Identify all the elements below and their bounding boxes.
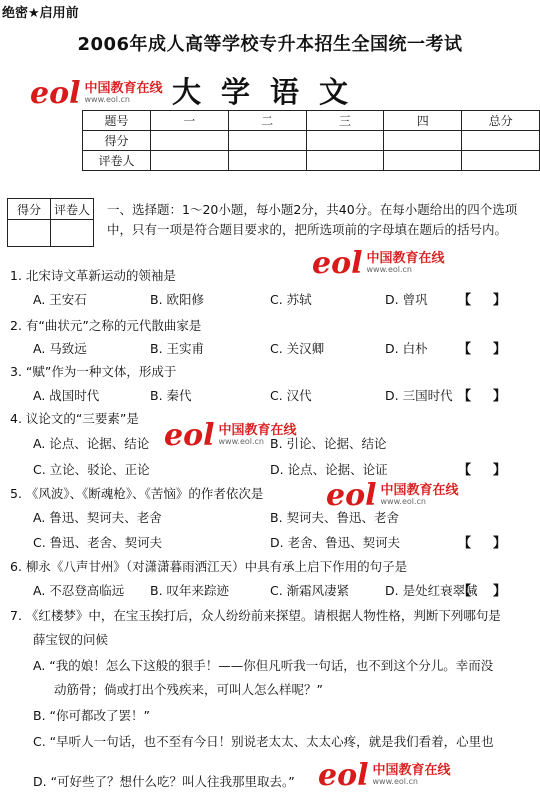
grader-row-label: 评卷人: [83, 151, 151, 171]
score-col-2: 二: [228, 111, 306, 131]
answer-bracket[interactable]: 【】: [457, 536, 528, 551]
score-header-label: 题号: [83, 111, 151, 131]
score-cell[interactable]: [228, 131, 306, 151]
confidential-label: 绝密★启用前: [2, 6, 79, 21]
question-5: 5. 《风波》、《断魂枪》、《苦恼》的作者依次是: [10, 486, 264, 501]
answer-bracket[interactable]: 【】: [457, 293, 528, 308]
option-d[interactable]: D. 曾巩: [385, 292, 428, 307]
subject-title: 大学语文: [171, 75, 368, 109]
section-score-cell[interactable]: [8, 220, 51, 247]
question-text: 《风波》、《断魂枪》、《苦恼》的作者依次是: [25, 486, 264, 501]
option-b[interactable]: B. 引论、论据、结论: [270, 436, 387, 451]
eol-watermark-logo: eol 中国教育在线 www.eol.cn: [318, 758, 451, 793]
option-c[interactable]: C. 鲁迅、老舍、契诃夫: [33, 535, 163, 550]
option-c[interactable]: C. 立论、驳论、正论: [33, 462, 150, 477]
option-a[interactable]: A. 不忍登高临远: [33, 583, 125, 598]
eol-logo-url: www.eol.cn: [84, 95, 130, 105]
grader-cell[interactable]: [384, 151, 462, 171]
grader-cell[interactable]: [150, 151, 228, 171]
option-d[interactable]: D. “可好些了？想什么吃？叫人往我那里取去。”: [33, 774, 295, 789]
grader-cell[interactable]: [462, 151, 540, 171]
option-b[interactable]: B. 欧阳修: [150, 292, 205, 307]
score-col-1: 一: [150, 111, 228, 131]
score-row-header: [83, 111, 540, 131]
question-text: 议论文的“三要素”是: [25, 411, 139, 426]
option-a[interactable]: A. 王安石: [33, 292, 87, 307]
grader-cell[interactable]: [228, 151, 306, 171]
question-text: 有“曲状元”之称的元代散曲家是: [25, 318, 202, 333]
eol-logo-mark: eol: [30, 76, 81, 111]
question-text-cont: 薛宝钗的问候: [33, 632, 109, 647]
eol-logo-name: 中国教育在线: [84, 81, 163, 97]
option-a[interactable]: A. 鲁迅、契诃夫、老舍: [33, 510, 162, 525]
question-6: 6. 柳永《八声甘州》（对潇潇暮雨洒江天）中具有承上启下作用的句子是: [10, 559, 408, 574]
option-a-cont: 动筋骨；倘或打出个残疾来，可叫人怎么样呢？”: [54, 682, 323, 697]
section-grader-label: 评卷人: [51, 199, 94, 220]
eol-watermark-logo: eol 中国教育在线 www.eol.cn: [164, 418, 297, 453]
option-d[interactable]: D. 白朴: [385, 341, 428, 356]
option-b[interactable]: B. 契诃夫、鲁迅、老舍: [270, 510, 400, 525]
question-1: 1. 北宋诗文革新运动的领袖是: [10, 268, 176, 283]
score-row-grader: [83, 151, 540, 171]
score-cell[interactable]: [462, 131, 540, 151]
option-a[interactable]: A. “我的娘！怎么下这般的狠手！——你但凡听我一句话，也不到这个分儿。幸而没: [33, 658, 494, 673]
question-text: “赋”作为一种文体，形成于: [25, 364, 177, 379]
option-c[interactable]: C. 渐霜风凄紧: [270, 583, 350, 598]
question-text: 柳永《八声甘州》（对潇潇暮雨洒江天）中具有承上启下作用的句子是: [25, 559, 408, 574]
answer-bracket[interactable]: 【】: [457, 463, 528, 478]
score-row-label: 得分: [83, 131, 151, 151]
section-score-box: [7, 198, 94, 247]
option-d[interactable]: D. 三国时代: [385, 388, 453, 403]
question-2: 2. 有“曲状元”之称的元代散曲家是: [10, 318, 202, 333]
option-b[interactable]: B. 叹年来踪迹: [150, 583, 230, 598]
question-text: 《红楼梦》中，在宝玉挨打后，众人纷纷前来探望。请根据人物性格，判断下列哪句是: [25, 608, 501, 623]
section-1-instructions: 一、选择题：1～20小题，每小题2分，共40分。在每小题给出的四个选项中，只有一项是符合题目要求的，把所选项前的字母填在题后的括号内。: [107, 202, 518, 237]
option-b[interactable]: B. “你可都改了罢！”: [33, 708, 150, 723]
option-d[interactable]: D. 论点、论据、论证: [270, 462, 388, 477]
answer-bracket[interactable]: 【】: [457, 342, 528, 357]
score-cell[interactable]: [150, 131, 228, 151]
section-score-label: 得分: [8, 199, 51, 220]
answer-bracket[interactable]: 【】: [457, 584, 528, 599]
answer-bracket[interactable]: 【】: [457, 389, 528, 404]
question-4: 4. 议论文的“三要素”是: [10, 411, 139, 426]
eol-watermark-logo: eol 中国教育在线 www.eol.cn: [312, 246, 445, 281]
option-d[interactable]: D. 是处红衰翠减: [385, 583, 478, 598]
option-b[interactable]: B. 王实甫: [150, 341, 205, 356]
option-a[interactable]: A. 马致远: [33, 341, 87, 356]
score-col-total: 总分: [462, 111, 540, 131]
score-cell[interactable]: [306, 131, 384, 151]
score-cell[interactable]: [384, 131, 462, 151]
question-7: 7. 《红楼梦》中，在宝玉挨打后，众人纷纷前来探望。请根据人物性格，判断下列哪句是: [10, 608, 501, 623]
eol-watermark-logo: eol 中国教育在线 www.eol.cn: [326, 478, 459, 513]
option-a[interactable]: A. 战国时代: [33, 388, 100, 403]
question-text: 北宋诗文革新运动的领袖是: [25, 268, 176, 283]
option-d[interactable]: D. 老舍、鲁迅、契诃夫: [270, 535, 401, 550]
question-3: 3. “赋”作为一种文体，形成于: [10, 364, 177, 379]
score-col-3: 三: [306, 111, 384, 131]
option-c[interactable]: C. “早听人一句话，也不至有今日！别说老太太、太太心疼，就是我们看着，心里也: [33, 734, 494, 749]
score-table: [82, 110, 540, 171]
section-grader-cell[interactable]: [51, 220, 94, 247]
option-a[interactable]: A. 论点、论据、结论: [33, 436, 150, 451]
option-c[interactable]: C. 关汉卿: [270, 341, 325, 356]
score-col-4: 四: [384, 111, 462, 131]
grader-cell[interactable]: [306, 151, 384, 171]
option-c[interactable]: C. 汉代: [270, 388, 312, 403]
score-row-score: [83, 131, 540, 151]
exam-title: 2006年成人高等学校专升本招生全国统一考试: [77, 34, 463, 55]
option-b[interactable]: B. 秦代: [150, 388, 192, 403]
option-c[interactable]: C. 苏轼: [270, 292, 312, 307]
